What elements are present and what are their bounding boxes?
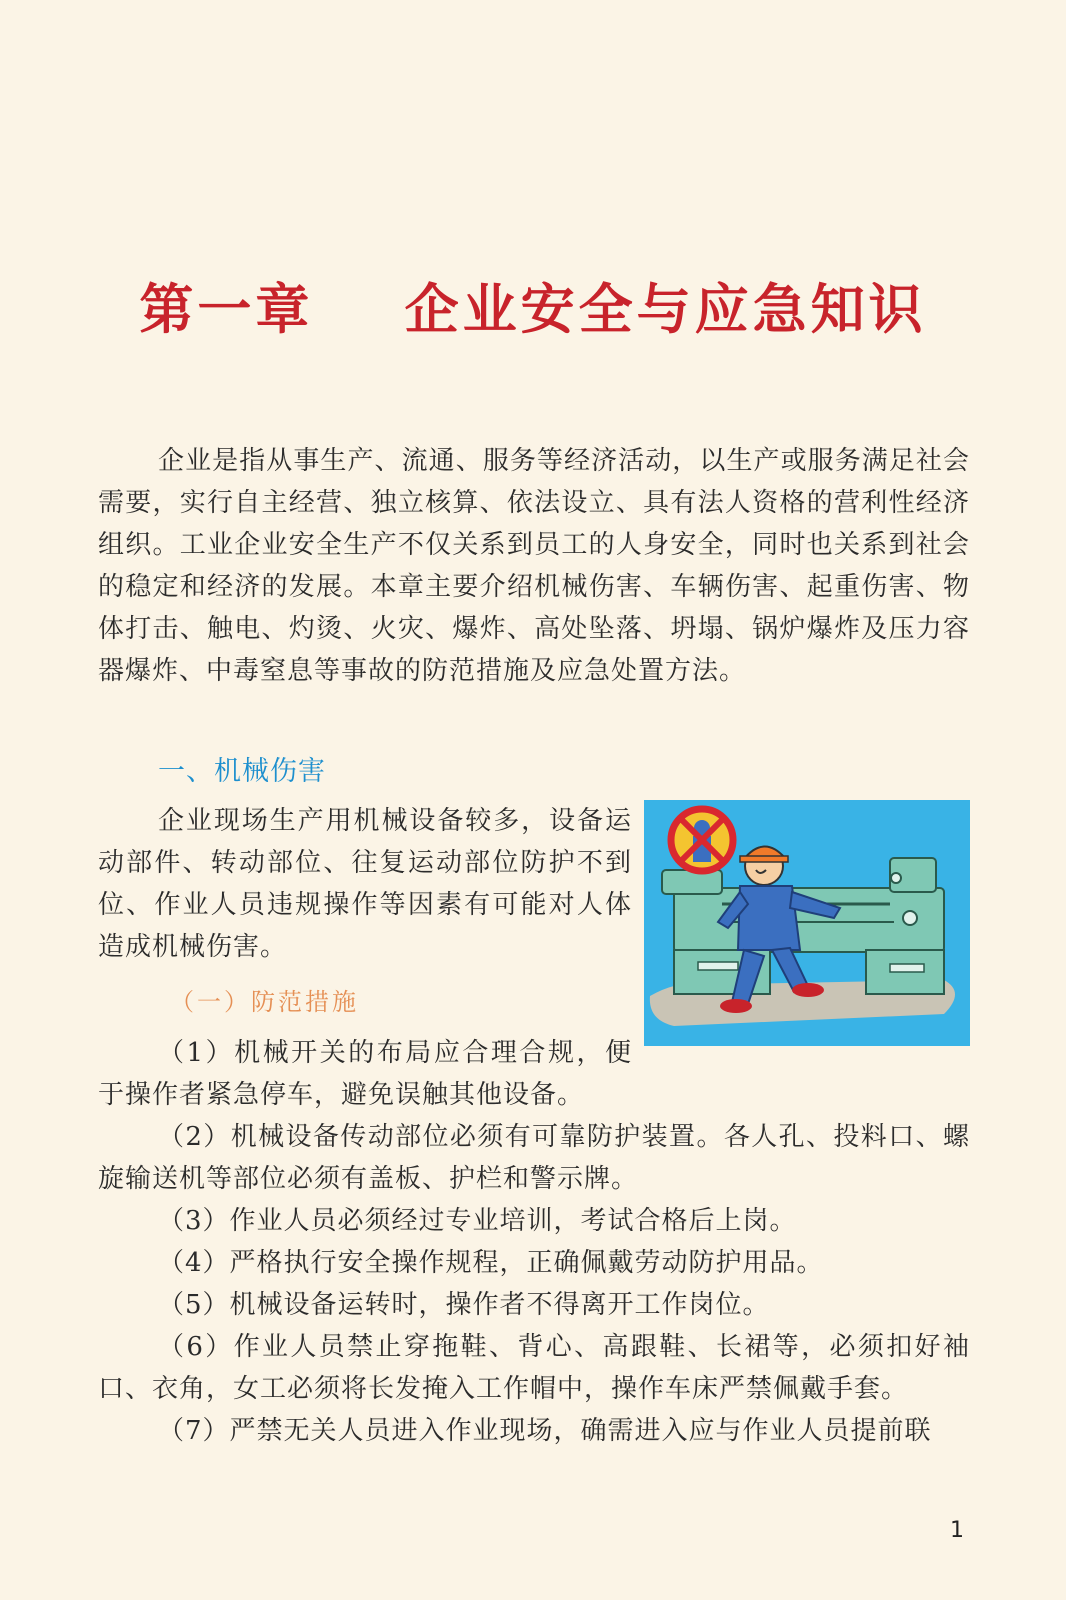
list-item: （7）严禁无关人员进入作业现场，确需进入应与作业人员提前联 (158, 1416, 932, 1446)
section-heading-mechanical-injury: 一、机械伤害 (158, 756, 326, 787)
subheading-preventive-measures: （一）防范措施 (170, 988, 359, 1016)
intro-section (98, 440, 970, 692)
worker-lathe-icon (644, 800, 970, 1046)
page-number: 1 (950, 1518, 964, 1543)
list-item: （3）作业人员必须经过专业培训，考试合格后上岗。 (158, 1206, 797, 1236)
list-item: （6）作业人员禁止穿拖鞋、背心、高跟鞋、长裙等，必须扣好袖口、衣角，女工必须将长发掩入工作帽中，操作车床严禁佩戴手套。 (98, 1332, 970, 1404)
section-paragraph: 企业现场生产用机械设备较多，设备运动部件、转动部位、往复运动部位防护不到位、作业人员违规操作等因素有可能对人体造成机械伤害。 (98, 806, 632, 962)
list-item: （5）机械设备运转时，操作者不得离开工作岗位。 (158, 1290, 770, 1320)
chapter-title: 第一章 企业安全与应急知识 (139, 277, 927, 341)
intro-paragraph: 企业是指从事生产、流通、服务等经济活动，以生产或服务满足社会需要，实行自主经营、独立核算、依法设立、具有法人资格的营利性经济组织。工业企业安全生产不仅关系到员工的人身安全，同时也关系到社会的稳定和经济的发展。本章主要介绍机械伤害、车辆伤害、起重伤害、物体打击、触电、灼烫、火灾、爆炸、高处坠落、坍塌、锅炉爆炸及压力容器爆炸、中毒窒息等事故的防范措施及应急处置方法。 (98, 446, 970, 686)
list-item: （4）严格执行安全操作规程，正确佩戴劳动防护用品。 (158, 1248, 824, 1278)
measures-list (98, 1032, 970, 1452)
machine-injury-illustration (644, 800, 970, 1046)
list-item: （2）机械设备传动部位必须有可靠防护装置。各人孔、投料口、螺旋输送机等部位必须有盖板、护栏和警示牌。 (98, 1122, 970, 1194)
list-item: （1）机械开关的布局应合理合规，便于操作者紧急停车，避免误触其他设备。 (98, 1038, 632, 1110)
